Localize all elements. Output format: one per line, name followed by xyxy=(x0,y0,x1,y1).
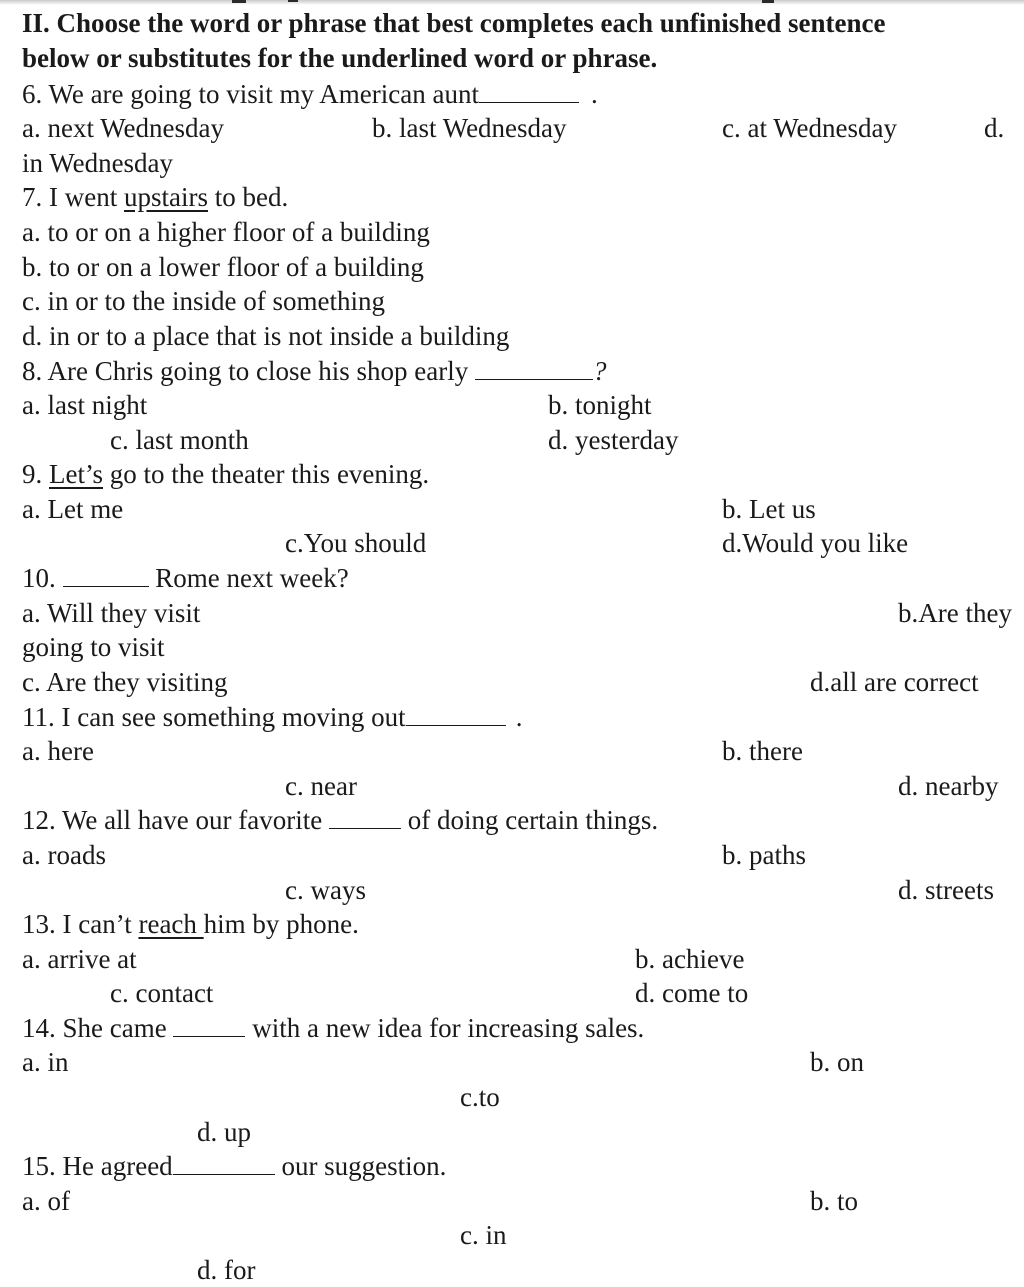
q10-option-b-label: b.Are they xyxy=(898,598,1012,628)
cropped-mark xyxy=(232,0,246,3)
q11-option-a: a. here xyxy=(22,736,94,766)
q12-option-b: b. paths xyxy=(722,840,806,870)
question-15: 15. He agreed our suggestion. xyxy=(22,1151,447,1181)
question-13: 13. I can’t reach him by phone. xyxy=(22,909,359,939)
q6-option-c: c. at Wednesday xyxy=(722,113,898,143)
question-10: 10. Rome next week? xyxy=(22,563,349,593)
q8-option-d: d. yesterday xyxy=(548,425,679,455)
question-9: 9. Let’s go to the theater this evening. xyxy=(22,459,430,489)
answer-blank xyxy=(479,78,579,103)
q6-option-d-text: in Wednesday xyxy=(22,148,174,178)
q7-option-d: d. in or to a place that is not inside a building xyxy=(22,321,510,351)
q15-option-c: c. in xyxy=(460,1220,507,1250)
answer-blank xyxy=(475,355,593,380)
q14-option-a: a. in xyxy=(22,1047,69,1077)
question-14: 14. She came with a new idea for increasing sales. xyxy=(22,1013,645,1043)
question-12: 12. We all have our favorite of doing certain things. xyxy=(22,805,659,835)
q15-option-d: d. for xyxy=(197,1255,256,1285)
q12-option-a: a. roads xyxy=(22,840,106,870)
cropped-mark xyxy=(762,0,774,3)
q9-option-c: c.You should xyxy=(285,528,427,558)
q6-option-b: b. last Wednesday xyxy=(372,113,567,143)
q8-option-c: c. last month xyxy=(110,425,249,455)
underlined-word: upstairs xyxy=(123,182,208,212)
q11-option-b: b. there xyxy=(722,736,803,766)
q7-option-c: c. in or to the inside of something xyxy=(22,286,385,316)
underlined-word: reach xyxy=(138,909,204,939)
answer-blank xyxy=(173,1012,245,1037)
q8-option-b: b. tonight xyxy=(548,390,652,420)
q10-option-a: a. Will they visit xyxy=(22,598,201,628)
q12-option-d: d. streets xyxy=(898,875,994,905)
q7-option-b: b. to or on a lower floor of a building xyxy=(22,252,424,282)
q14-option-c: c.to xyxy=(460,1082,500,1112)
answer-blank xyxy=(406,701,506,726)
q15-option-b: b. to xyxy=(810,1186,859,1216)
q10-option-c: c. Are they visiting xyxy=(22,667,228,697)
q13-option-d: d. come to xyxy=(635,978,749,1008)
q11-option-c: c. near xyxy=(285,771,357,801)
question-7: 7. I went upstairs to bed. xyxy=(22,182,289,212)
q9-option-a: a. Let me xyxy=(22,494,124,524)
q9-option-d: d.Would you like xyxy=(722,528,909,558)
q13-option-a: a. arrive at xyxy=(22,944,137,974)
page-top-edge xyxy=(0,0,1024,5)
instructions-line-2: below or substitutes for the underlined word or phrase. xyxy=(22,43,658,73)
q6-option-a: a. next Wednesday xyxy=(22,113,225,143)
q14-option-d: d. up xyxy=(197,1117,251,1147)
q13-option-c: c. contact xyxy=(110,978,214,1008)
answer-blank xyxy=(63,562,149,587)
q11-option-d: d. nearby xyxy=(898,771,999,801)
instructions-line-1: II. Choose the word or phrase that best completes each unfinished sentence xyxy=(22,8,886,38)
q12-option-c: c. ways xyxy=(285,875,366,905)
underlined-word: Let’s xyxy=(49,459,103,489)
q9-option-b: b. Let us xyxy=(722,494,816,524)
q8-option-a: a. last night xyxy=(22,390,148,420)
answer-blank xyxy=(329,804,401,829)
question-8: 8. Are Chris going to close his shop early ? xyxy=(22,356,607,386)
question-6: 6. We are going to visit my American aunt . xyxy=(22,79,598,109)
answer-blank xyxy=(173,1150,275,1175)
cropped-mark xyxy=(288,0,298,2)
question-11: 11. I can see something moving out . xyxy=(22,702,523,732)
q7-option-a: a. to or on a higher floor of a building xyxy=(22,217,430,247)
q14-option-b: b. on xyxy=(810,1047,864,1077)
q10-option-b-text: going to visit xyxy=(22,632,165,662)
q13-option-b: b. achieve xyxy=(635,944,745,974)
q6-option-d-label: d. xyxy=(984,113,1005,143)
q10-option-d: d.all are correct xyxy=(810,667,979,697)
q15-option-a: a. of xyxy=(22,1186,70,1216)
